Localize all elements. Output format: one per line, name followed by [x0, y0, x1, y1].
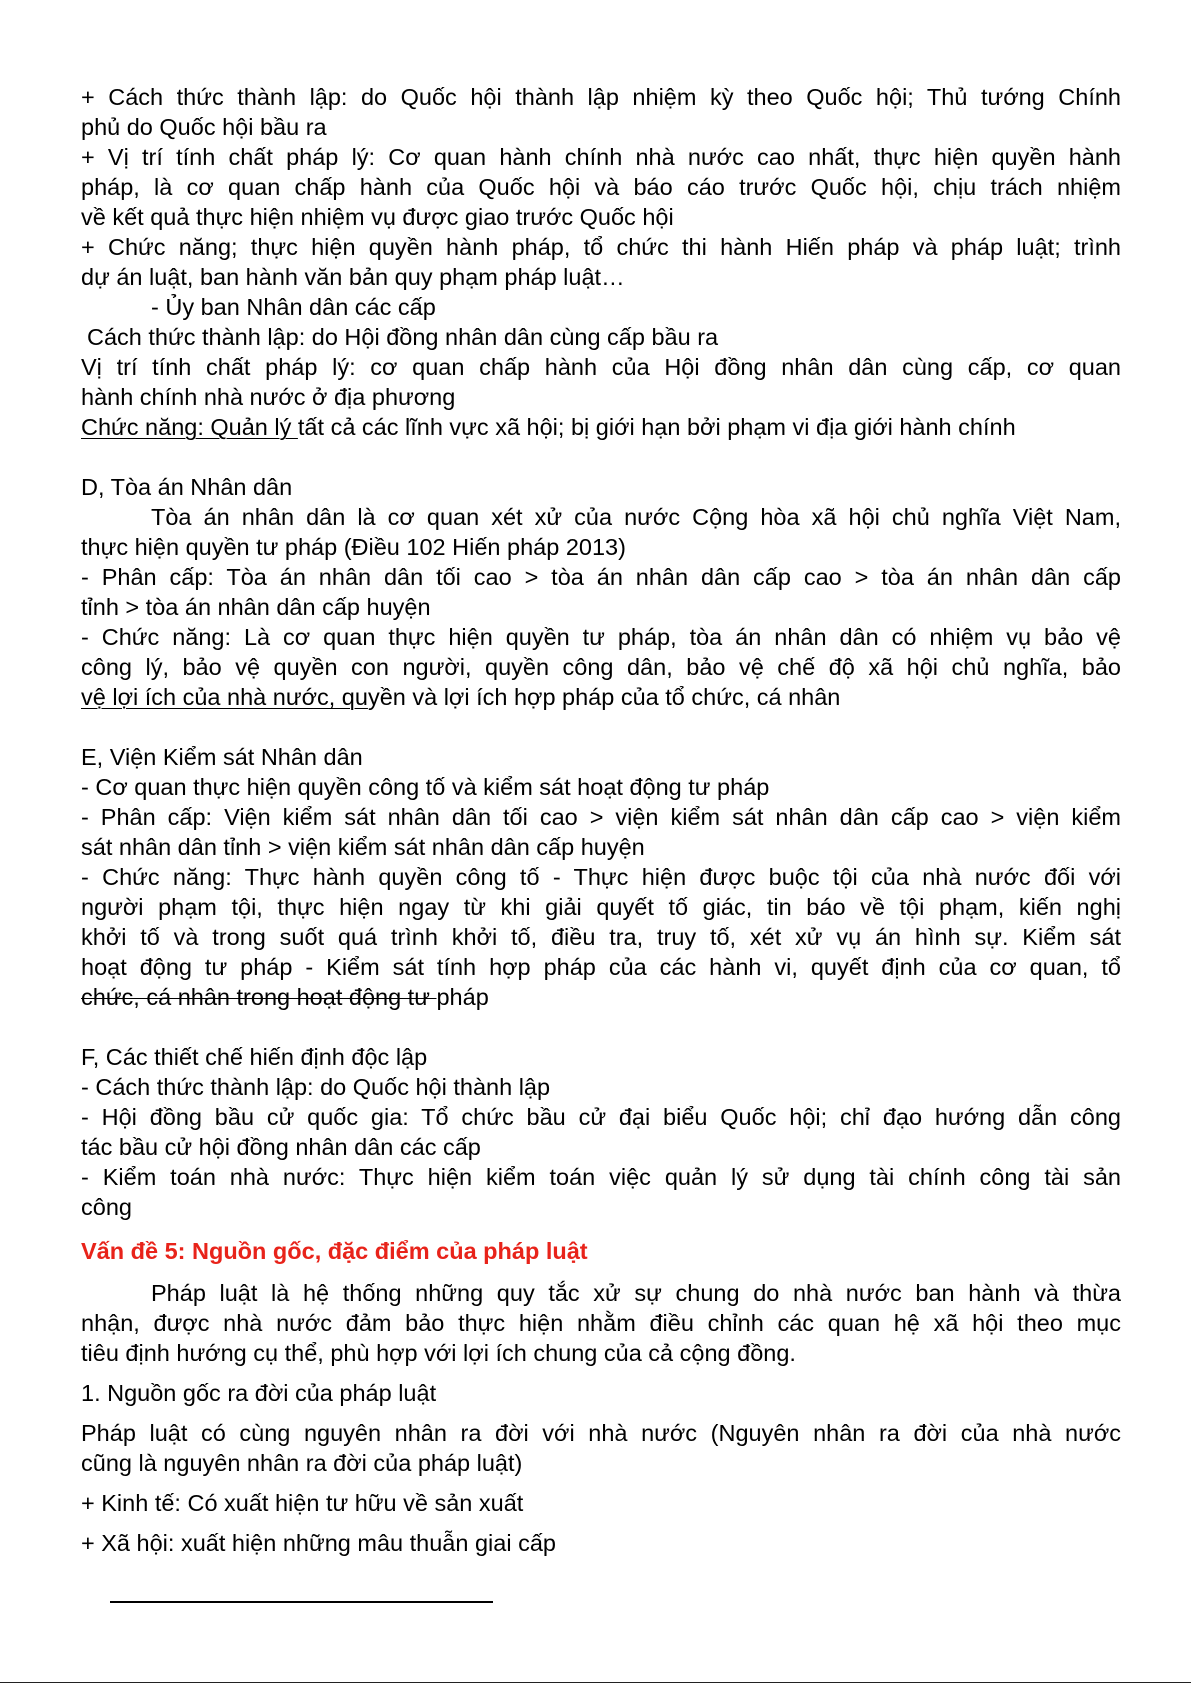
- text-line: tỉnh > tòa án nhân dân cấp huyện: [81, 594, 431, 620]
- underlined-text: Chức năng: Quản lý: [81, 414, 298, 440]
- text-line: - Chức năng: Là cơ quan thực hiện quyền tư pháp, tòa án nhân dân có nhiệm vụ bảo vệ: [81, 624, 1121, 650]
- text-line: + Chức năng; thực hiện quyền hành pháp, tổ chức thi hành Hiến pháp và pháp luật; trình: [81, 234, 1121, 260]
- text-line: phủ do Quốc hội bầu ra: [81, 114, 327, 140]
- text-line: Vị trí tính chất pháp lý: cơ quan chấp hành của Hội đồng nhân dân cùng cấp, cơ quan: [81, 354, 1121, 380]
- text-line: công: [81, 1194, 132, 1220]
- text-line: Pháp luật có cùng nguyên nhân ra đời với nhà nước (Nguyên nhân ra đời của nhà nước: [81, 1420, 1121, 1446]
- document-page: [81, 82, 1121, 1558]
- text-line: - Phân cấp: Viện kiểm sát nhân dân tối cao > viện kiểm sát nhân dân cấp cao > viện kiểm: [81, 804, 1121, 830]
- section-title-d: D, Tòa án Nhân dân: [81, 474, 293, 500]
- text-line: công lý, bảo vệ quyền con người, quyền công dân, bảo vệ chế độ xã hội chủ nghĩa, bảo: [81, 654, 1121, 680]
- text-line: thực hiện quyền tư pháp (Điều 102 Hiến pháp 2013): [81, 534, 626, 560]
- text-line-chuc-nang: [81, 412, 1121, 442]
- text-line: người phạm tội, thực hiện ngay từ khi giải quyết tố giác, tin báo về tội phạm, kiến nghị: [81, 894, 1121, 920]
- text-line: về kết quả thực hiện nhiệm vụ được giao trước Quốc hội: [81, 204, 674, 230]
- text-segment: tất cả các lĩnh vực xã hội; bị giới hạn bởi phạm vi địa giới hành chính: [297, 414, 1016, 440]
- struck-text: chức, cá nhân trong hoạt động tư: [81, 984, 437, 1010]
- text-line: Cách thức thành lập: do Hội đồng nhân dân cùng cấp bầu ra: [87, 324, 719, 350]
- text-line: tác bầu cử hội đồng nhân dân các cấp: [81, 1134, 481, 1160]
- text-line: pháp, là cơ quan chấp hành của Quốc hội và báo cáo trước Quốc hội, chịu trách nhiệm: [81, 174, 1121, 200]
- text-line: sát nhân dân tỉnh > viện kiểm sát nhân dân cấp huyện: [81, 834, 645, 860]
- text-line: tiêu định hướng cụ thể, phù hợp với lợi ích chung của cả cộng đồng.: [81, 1340, 796, 1366]
- text-line: - Chức năng: Thực hành quyền công tố - Thực hiện được buộc tội của nhà nước đối với: [81, 864, 1121, 890]
- text-line: nhận, được nhà nước đảm bảo thực hiện nhằm điều chỉnh các quan hệ xã hội theo mục: [81, 1310, 1121, 1336]
- section-title-e: E, Viện Kiểm sát Nhân dân: [81, 744, 363, 770]
- text-segment: yền và lợi ích hợp pháp của tổ chức, cá nhân: [367, 684, 841, 710]
- text-line: hành chính nhà nước ở địa phương: [81, 384, 456, 410]
- section-title-f: F, Các thiết chế hiến định độc lập: [81, 1044, 428, 1070]
- text-line: + Vị trí tính chất pháp lý: Cơ quan hành chính nhà nước cao nhất, thực hiện quyền hành: [81, 144, 1121, 170]
- text-line: dự án luật, ban hành văn bản quy phạm pháp luật…: [81, 264, 625, 290]
- footnote-separator: [110, 1601, 493, 1603]
- text-line-society: + Xã hội: xuất hiện những mâu thuẫn giai cấp: [81, 1530, 556, 1556]
- subsection-title-origin: 1. Nguồn gốc ra đời của pháp luật: [81, 1380, 437, 1406]
- text-line: hoạt động tư pháp - Kiểm sát tính hợp pháp của các hành vi, quyết định của cơ quan, tổ: [81, 954, 1121, 980]
- subheading-ubnd: - Ủy ban Nhân dân các cấp: [151, 294, 436, 320]
- text-line: [81, 682, 1121, 712]
- text-line: + Cách thức thành lập: do Quốc hội thành lập nhiệm kỳ theo Quốc hội; Thủ tướng Chính: [81, 84, 1121, 110]
- text-line: - Hội đồng bầu cử quốc gia: Tổ chức bầu cử đại biểu Quốc hội; chỉ đạo hướng dẫn công: [81, 1104, 1121, 1130]
- text-line: Tòa án nhân dân là cơ quan xét xử của nước Cộng hòa xã hội chủ nghĩa Việt Nam,: [151, 504, 1121, 530]
- text-line: cũng là nguyên nhân ra đời của pháp luật): [81, 1450, 523, 1476]
- text-segment: pháp: [436, 984, 489, 1010]
- text-line: [81, 982, 1121, 1012]
- text-line: khởi tố và trong suốt quá trình khởi tố, điều tra, truy tố, xét xử vụ án hình sự. Kiểm sát: [81, 924, 1121, 950]
- text-line: - Cách thức thành lập: do Quốc hội thành lập: [81, 1074, 551, 1100]
- text-line: - Phân cấp: Tòa án nhân dân tối cao > tòa án nhân dân cấp cao > tòa án nhân dân cấp: [81, 564, 1121, 590]
- text-line: - Cơ quan thực hiện quyền công tố và kiểm sát hoạt động tư pháp: [81, 774, 770, 800]
- text-line: Pháp luật là hệ thống những quy tắc xử sự chung do nhà nước ban hành và thừa: [151, 1280, 1121, 1306]
- text-line: - Kiểm toán nhà nước: Thực hiện kiểm toán việc quản lý sử dụng tài chính công tài sản: [81, 1164, 1121, 1190]
- page-bottom-border: [0, 1682, 1191, 1683]
- issue-5-heading: Vấn đề 5: Nguồn gốc, đặc điểm của pháp luật: [81, 1238, 588, 1264]
- text-line-economy: + Kinh tế: Có xuất hiện tư hữu về sản xuất: [81, 1490, 524, 1516]
- underlined-text: vệ lợi ích của nhà nước, qu: [81, 684, 368, 710]
